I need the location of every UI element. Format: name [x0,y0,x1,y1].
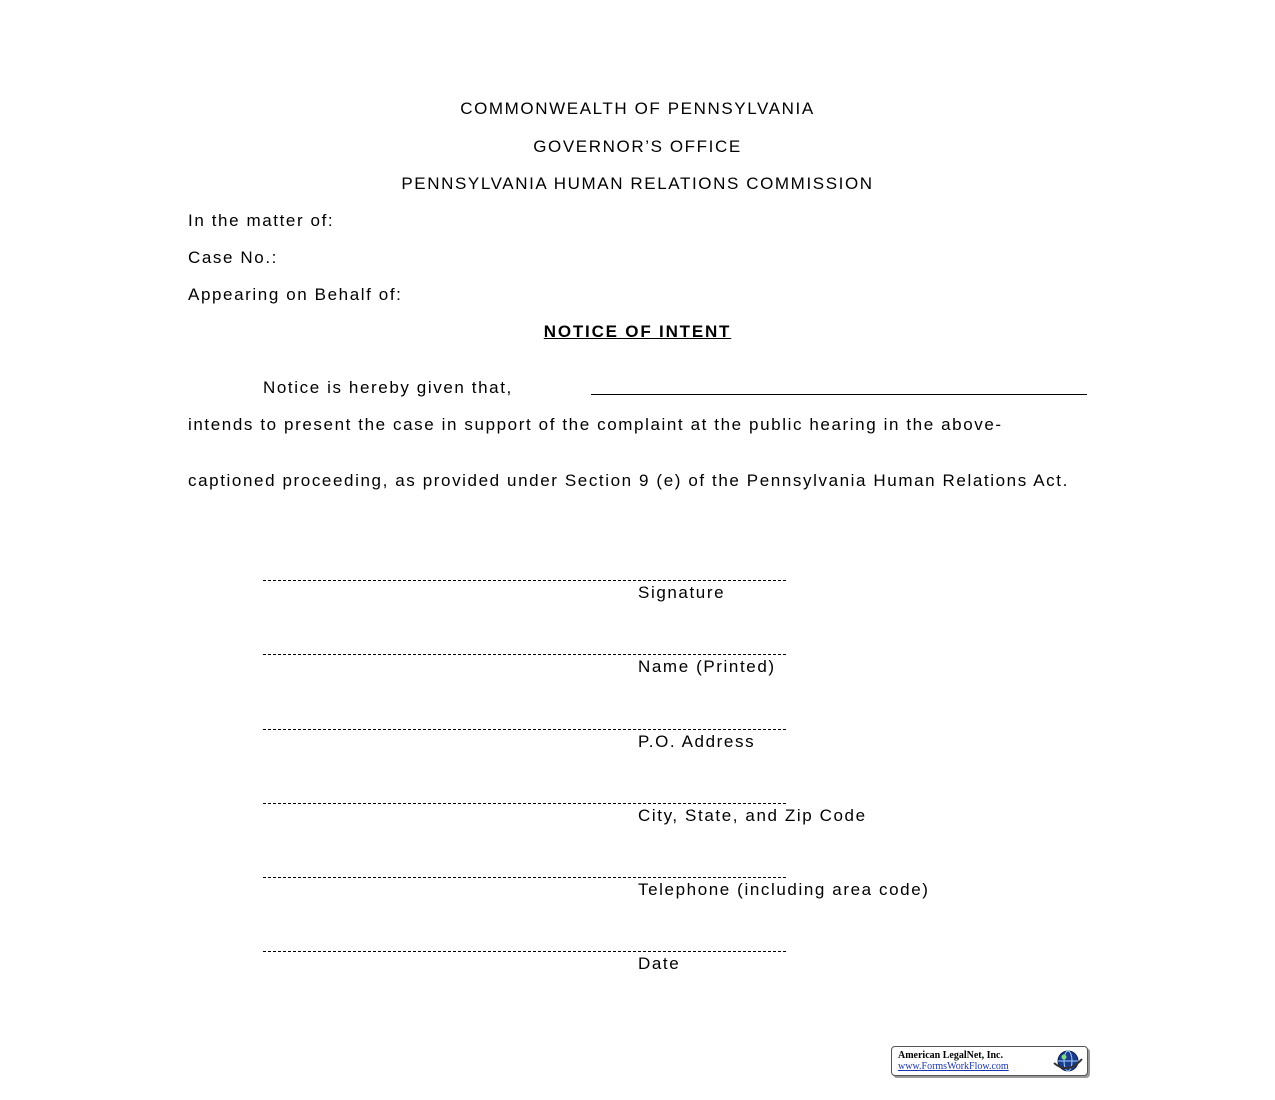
header-commonwealth: COMMONWEALTH OF PENNSYLVANIA [460,99,815,118]
appearing-on-behalf-label: Appearing on Behalf of: [188,285,403,304]
header-commission: PENNSYLVANIA HUMAN RELATIONS COMMISSION [401,174,874,193]
po-address-line[interactable] [263,729,786,730]
case-number-label: Case No.: [188,248,278,267]
name-printed-label: Name (Printed) [638,657,776,676]
city-state-zip-line[interactable] [263,803,786,804]
paragraph-proceeding: captioned proceeding, as provided under Section 9 (e) of the Pennsylvania Human Relations Act. [188,471,1069,490]
notice-lead-text: Notice is hereby given that, [263,378,513,397]
notice-party-blank[interactable] [591,378,1087,395]
globe-icon [1050,1049,1084,1073]
date-label: Date [638,954,681,973]
date-line[interactable] [263,951,786,952]
telephone-label: Telephone (including area code) [638,880,930,899]
po-address-label: P.O. Address [638,732,756,751]
american-legalnet-logo[interactable] [891,1046,1088,1076]
city-state-zip-label: City, State, and Zip Code [638,806,867,825]
document-title: NOTICE OF INTENT [543,322,732,341]
logo-company-name: American LegalNet, Inc. [898,1050,1003,1061]
signature-line[interactable] [263,580,786,581]
logo-url-link[interactable]: www.FormsWorkFlow.com [898,1061,1009,1072]
matter-label: In the matter of: [188,211,335,230]
header-governors-office: GOVERNOR’S OFFICE [533,137,742,156]
telephone-line[interactable] [263,877,786,878]
signature-label: Signature [638,583,726,602]
paragraph-intent: intends to present the case in support of the complaint at the public hearing in the above- [188,415,1003,434]
name-printed-line[interactable] [263,654,786,655]
